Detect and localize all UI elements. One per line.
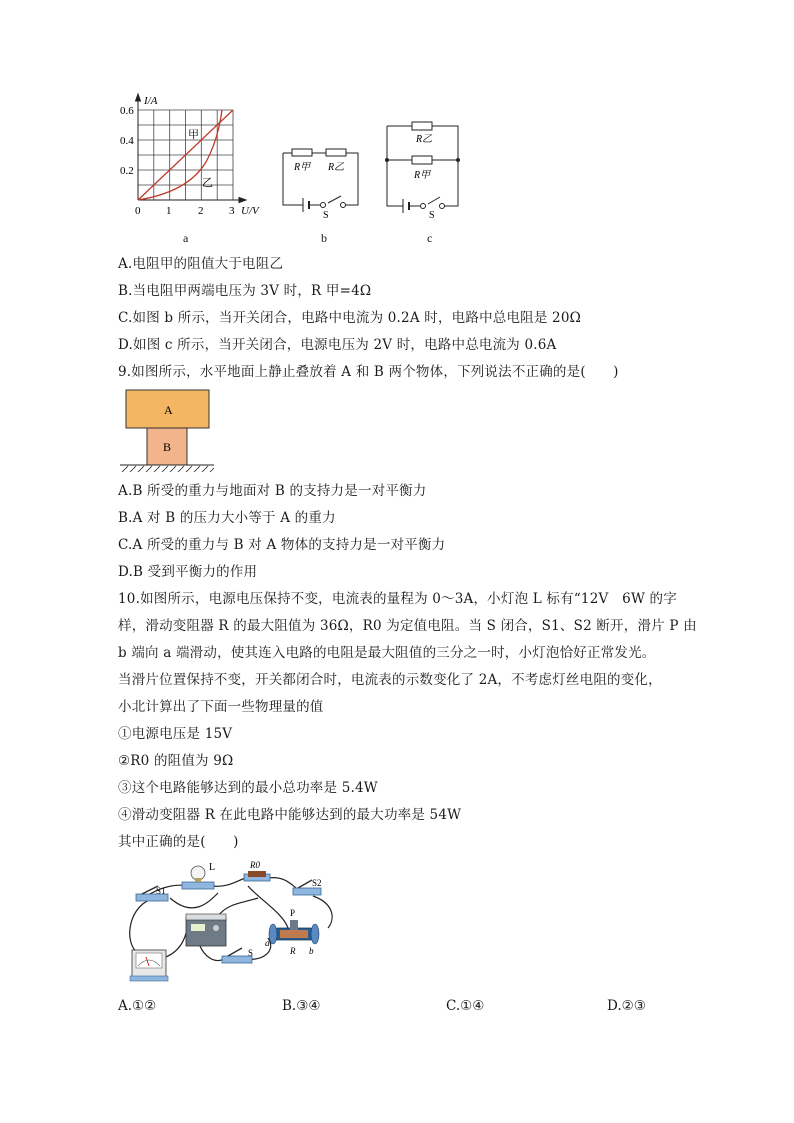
label-r-jia: R甲 — [414, 170, 431, 181]
x-tick: 3 — [229, 205, 235, 217]
q10-option-d: D.②③ — [607, 998, 646, 1014]
q10-ask: 其中正确的是( ) — [118, 834, 239, 850]
q10-line-5: 小北计算出了下面一些物理量的值 — [118, 699, 324, 715]
label-switch: S — [323, 210, 329, 220]
power-supply — [186, 918, 226, 946]
q8-option-a: A.电阻甲的阻值大于电阻乙 — [118, 256, 284, 272]
q9-option-b: B.A 对 B 的压力大小等于 A 的重力 — [118, 510, 336, 526]
switch-s2 — [293, 888, 321, 895]
label-p: P — [290, 908, 296, 918]
block-b-label: B — [163, 440, 172, 454]
label-a: a — [265, 938, 270, 948]
label-r0: R0 — [250, 860, 260, 870]
q10-statement-1: ①电源电压是 15V — [118, 726, 233, 742]
caption-a: a — [183, 231, 189, 245]
x-tick: 0 — [135, 205, 141, 217]
circuit-b — [278, 140, 368, 220]
q9-option-d: D.B 受到平衡力的作用 — [118, 564, 258, 580]
label-lamp: L — [209, 862, 216, 873]
label-switch: S — [429, 210, 435, 218]
label-r-yi: R乙 — [416, 134, 433, 145]
q10-line-3: b 端向 a 端滑动，使其连入电路的电阻是最大阻值的三分之一时，小灯泡恰好正常发光。 — [118, 645, 656, 661]
iu-graph — [118, 92, 268, 222]
label-b: b — [309, 946, 314, 956]
caption-b: b — [321, 231, 327, 245]
caption-c: c — [427, 231, 433, 245]
q8-option-b: B.当电阻甲两端电压为 3V 时，R 甲=4Ω — [118, 283, 372, 299]
q10-line-4: 当滑片位置保持不变，开关都闭合时，电流表的示数变化了 2A，不考虑灯丝电阻的变化， — [118, 672, 662, 688]
q10-option-c: C.①④ — [446, 998, 485, 1014]
y-axis-label: I/A — [144, 95, 158, 107]
y-tick: 0.2 — [120, 165, 134, 177]
q8-option-c: C.如图 b 所示，当开关闭合，电路中电流为 0.2A 时，电路中总电阻是 20Ω — [118, 310, 582, 326]
q10-line-2: 样，滑动变阻器 R 的最大阻值为 36Ω，R0 为定值电阻。当 S 闭合，S1、S2 断开，滑片 P 由 — [118, 618, 697, 634]
lamp-icon — [191, 866, 205, 880]
label-jia: 甲 — [188, 129, 199, 141]
label-s1: S1 — [156, 886, 166, 896]
q8-option-d: D.如图 c 所示，当开关闭合，电源电压为 2V 时，电路中总电流为 0.6A — [118, 337, 557, 353]
x-tick: 2 — [198, 205, 204, 217]
resistor-r0 — [248, 871, 266, 877]
q10-line-1: 10.如图所示，电源电压保持不变，电流表的量程为 0～3A，小灯泡 L 标有“12V 6W 的字 — [118, 591, 677, 607]
q10-statement-3: ③这个电路能够达到的最小总功率是 5.4W — [118, 780, 378, 796]
label-yi: 乙 — [202, 177, 213, 189]
q10-option-b: B.③④ — [282, 998, 321, 1014]
x-tick: 1 — [166, 205, 172, 217]
x-axis-label: U/V — [241, 205, 259, 217]
q9-stem: 9.如图所示，水平地面上静止叠放着 A 和 B 两个物体，下列说法不正确的是( ) — [118, 364, 619, 380]
apparatus-figure — [118, 858, 343, 988]
label-r-jia: R甲 — [294, 162, 311, 173]
q10-option-a: A.①② — [118, 998, 157, 1014]
q10-statement-4: ④滑动变阻器 R 在此电路中能够达到的最大功率是 54W — [118, 807, 462, 823]
y-tick: 0.4 — [120, 135, 134, 147]
stacked-blocks-figure — [118, 388, 218, 476]
y-tick: 0.6 — [120, 105, 134, 117]
label-r-yi: R乙 — [328, 162, 345, 173]
q9-option-a: A.B 所受的重力与地面对 B 的支持力是一对平衡力 — [118, 483, 427, 499]
q10-statement-2: ②R0 的阻值为 9Ω — [118, 753, 234, 769]
label-s2: S2 — [312, 878, 322, 888]
circuit-c — [382, 118, 466, 218]
block-a-label: A — [164, 403, 173, 417]
label-s: S — [248, 948, 254, 958]
label-r: R — [290, 946, 296, 956]
q9-option-c: C.A 所受的重力与 B 对 A 物体的支持力是一对平衡力 — [118, 537, 446, 553]
